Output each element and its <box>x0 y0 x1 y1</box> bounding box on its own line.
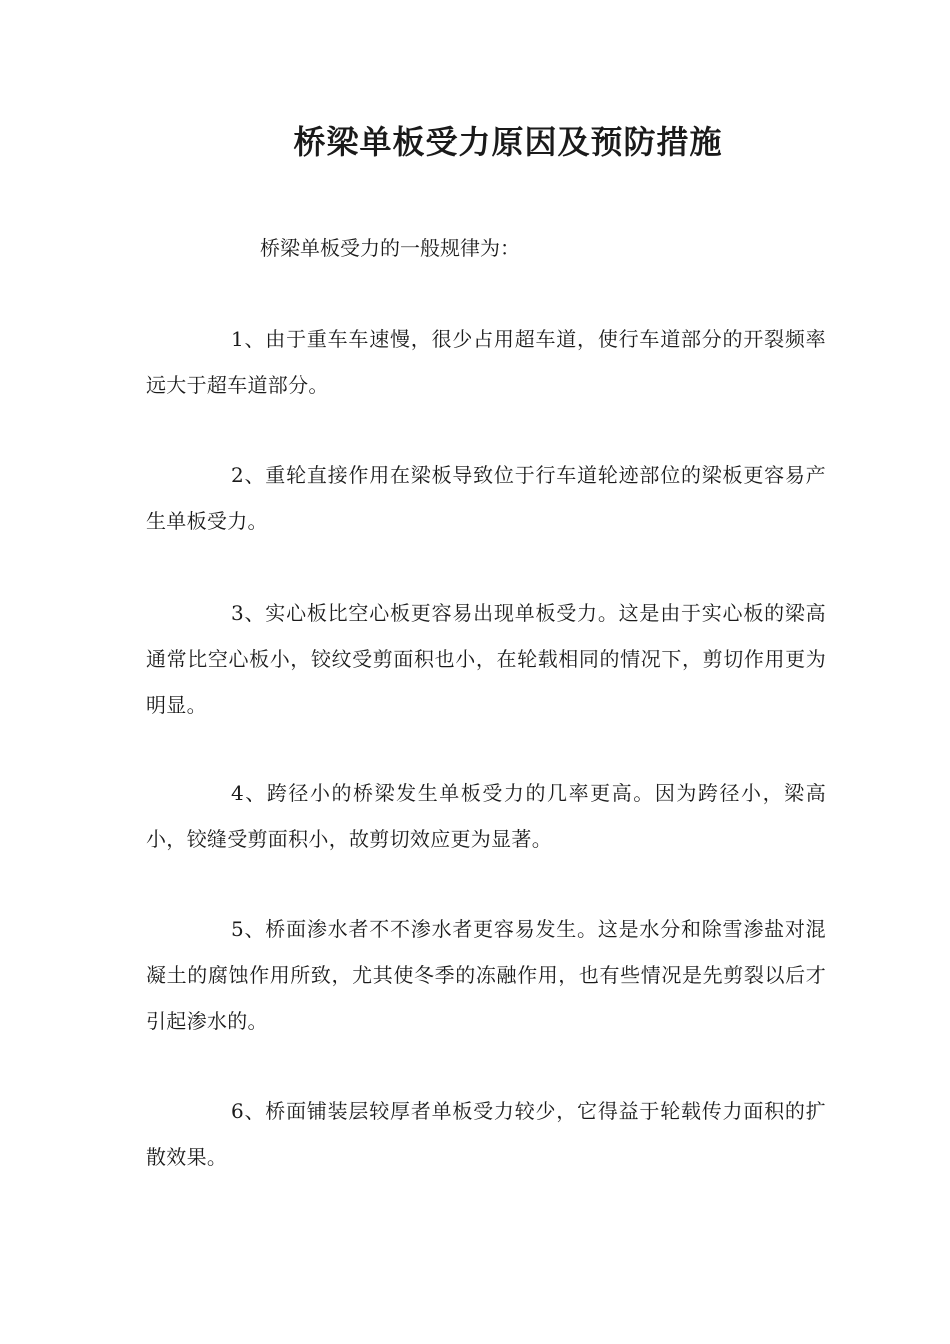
list-item: 4、跨径小的桥梁发生单板受力的几率更高。因为跨径小，梁高小，铰缝受剪面积小，故剪切效应更为显著。 <box>146 781 826 851</box>
list-item: 5、桥面渗水者不不渗水者更容易发生。这是水分和除雪渗盐对混凝土的腐蚀作用所致，尤其使冬季的冻融作用，也有些情况是先剪裂以后才引起渗水的。 <box>146 917 826 1033</box>
intro-paragraph: 桥梁单板受力的一般规律为： <box>260 236 520 260</box>
list-item: 2、重轮直接作用在梁板导致位于行车道轮迹部位的梁板更容易产生单板受力。 <box>146 463 826 533</box>
list-item: 6、桥面铺装层较厚者单板受力较少，它得益于轮载传力面积的扩散效果。 <box>146 1099 826 1169</box>
list-item: 1、由于重车车速慢，很少占用超车道，使行车道部分的开裂频率远大于超车道部分。 <box>146 327 826 397</box>
document-title: 桥梁单板受力原因及预防措施 <box>293 123 723 161</box>
list-item: 3、实心板比空心板更容易出现单板受力。这是由于实心板的梁高通常比空心板小，铰纹受剪面积也小，在轮载相同的情况下，剪切作用更为明显。 <box>146 601 826 717</box>
